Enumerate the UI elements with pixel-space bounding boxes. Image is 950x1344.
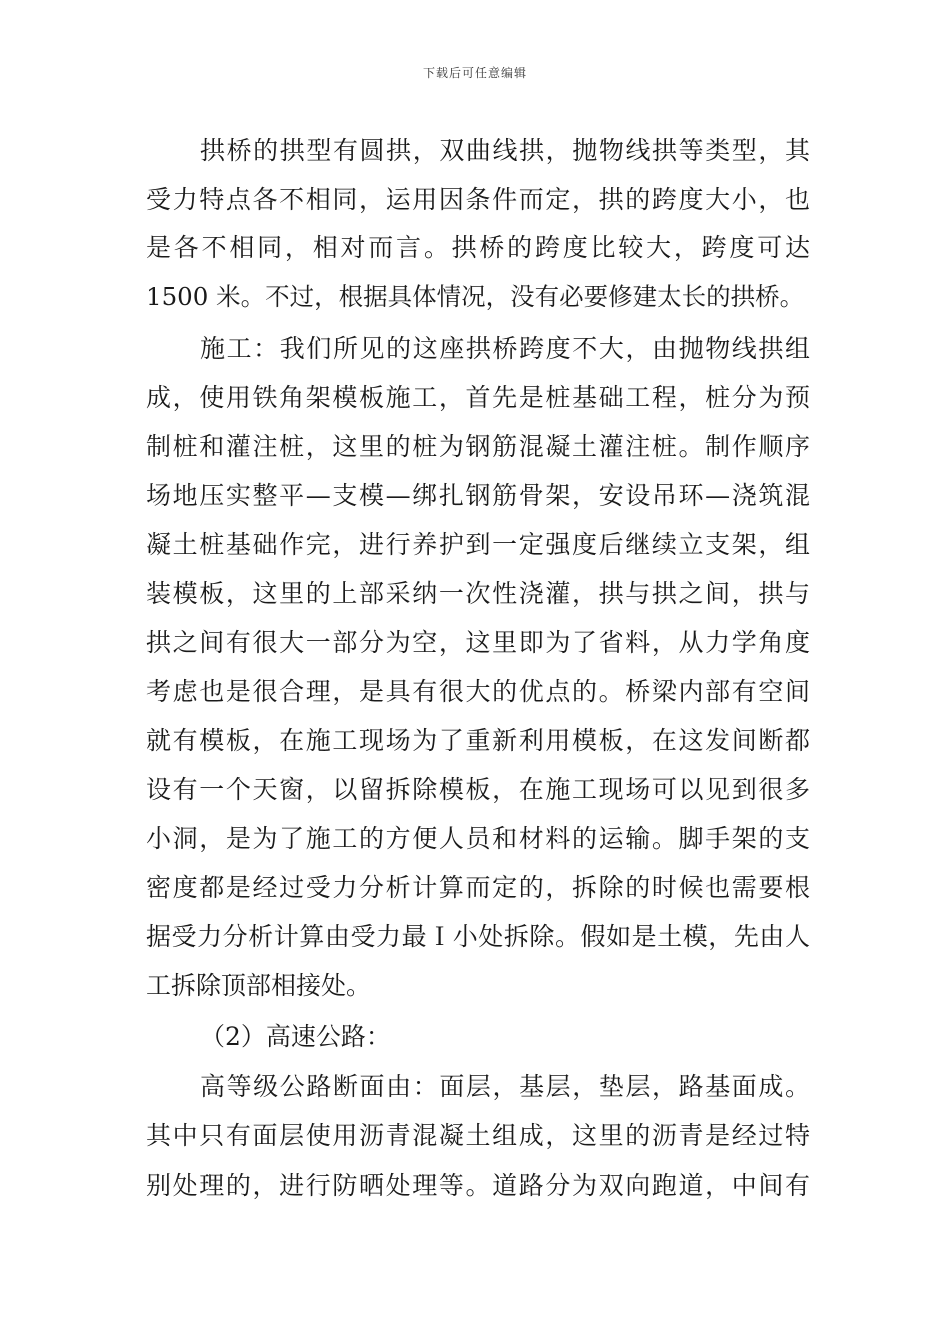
paragraph-line: 拱桥的拱型有圆拱，双曲线拱，抛物线拱等类型，其 <box>200 136 810 165</box>
paragraph-line: 1500 米。不过，根据具体情况，没有必要修建太长的拱桥。 <box>146 282 805 311</box>
paragraph-line: 其中只有面层使用沥青混凝土组成，这里的沥青是经过特 <box>146 1121 810 1150</box>
paragraph-line: 拱之间有很大一部分为空，这里即为了省料，从力学角度 <box>146 628 810 657</box>
paragraph-line: 据受力分析计算由受力最Ｉ小处拆除。假如是土模，先由人 <box>146 922 810 951</box>
paragraph-line: 就有模板，在施工现场为了重新利用模板，在这发间断都 <box>146 726 810 755</box>
page-header: 下载后可任意编辑 <box>422 66 527 80</box>
paragraph-line: 密度都是经过受力分析计算而定的，拆除的时候也需要根 <box>146 873 810 902</box>
paragraph-line: 施工：我们所见的这座拱桥跨度不大，由抛物线拱组 <box>200 334 810 363</box>
paragraph-line: 制桩和灌注桩，这里的桩为钢筋混凝土灌注桩。制作顺序 <box>146 432 810 461</box>
paragraph-line: 小洞，是为了施工的方便人员和材料的运输。脚手架的支 <box>146 824 810 853</box>
paragraph-line: 高等级公路断面由：面层，基层，垫层，路基面成。 <box>200 1072 810 1101</box>
paragraph-line: 受力特点各不相同，运用因条件而定，拱的跨度大小，也 <box>146 185 810 214</box>
paragraph-line: 设有一个天窗，以留拆除模板，在施工现场可以见到很多 <box>146 775 810 804</box>
section-heading: （2）高速公路： <box>200 1022 391 1051</box>
paragraph-line: 别处理的，进行防晒处理等。道路分为双向跑道，中间有 <box>146 1171 810 1200</box>
paragraph-line: 是各不相同，相对而言。拱桥的跨度比较大，跨度可达 <box>146 233 810 262</box>
paragraph-line: 场地压实整平—支模—绑扎钢筋骨架，安设吊环—浇筑混 <box>146 481 810 510</box>
paragraph-line: 装模板，这里的上部采纳一次性浇灌，拱与拱之间，拱与 <box>146 579 810 608</box>
paragraph-line: 成，使用铁角架模板施工，首先是桩基础工程，桩分为预 <box>146 383 810 412</box>
paragraph-line: 工拆除顶部相接处。 <box>146 971 372 1000</box>
paragraph-line: 考虑也是很合理，是具有很大的优点的。桥梁内部有空间 <box>146 677 810 706</box>
paragraph-line: 凝土桩基础作完，进行养护到一定强度后继续立支架，组 <box>146 530 810 559</box>
